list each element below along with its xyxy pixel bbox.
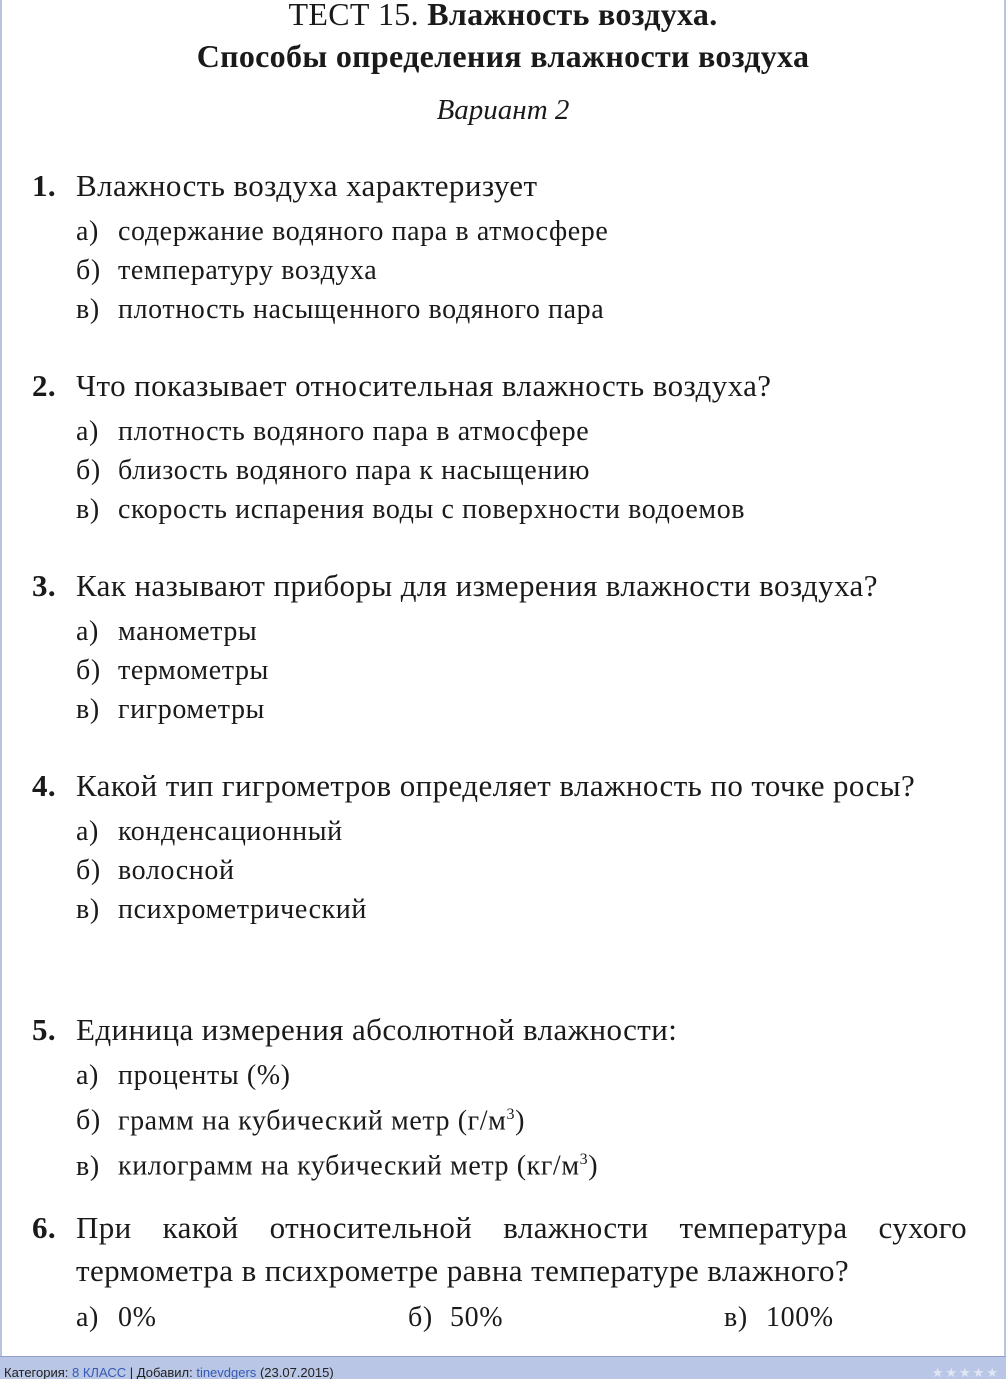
option-text: гигрометры <box>118 694 265 725</box>
question-prompt: Единица измерения абсолютной влажности: <box>76 1012 678 1047</box>
test-title <box>2 0 1004 33</box>
option-letter: в) <box>76 1150 100 1182</box>
variant-label: Вариант 2 <box>436 94 570 126</box>
question-4 <box>32 764 967 929</box>
question-prompt: Что показывает относительная влажность воздуха? <box>76 368 772 403</box>
question-number: 1. <box>32 168 57 203</box>
option-text: 0% <box>118 1302 157 1333</box>
answer-option <box>76 1298 157 1337</box>
option-letter: в) <box>76 494 100 525</box>
option-letter: а) <box>76 1302 99 1333</box>
option-letter: а) <box>76 216 99 247</box>
option-text-close: ) <box>515 1105 526 1137</box>
option-letter: а) <box>76 1060 99 1091</box>
question-number: 6. <box>32 1210 57 1245</box>
option-text: грамм на кубический метр (г/м <box>118 1105 507 1137</box>
option-letter: в) <box>724 1302 748 1333</box>
option-text: психрометрический <box>118 894 367 925</box>
question-text <box>32 1008 967 1051</box>
exponent: 3 <box>506 1106 516 1123</box>
option-letter: в) <box>76 294 100 325</box>
answer-option <box>32 451 967 490</box>
option-letter: б) <box>76 255 101 286</box>
option-text: скорость испарения воды с поверхности водоемов <box>118 494 746 525</box>
option-text: содержание водяного пара в атмосфере <box>118 216 609 247</box>
answer-option <box>408 1298 503 1337</box>
answer-option <box>32 412 967 451</box>
question-number: 3. <box>32 568 57 603</box>
option-text: проценты (%) <box>118 1060 291 1091</box>
question-6 <box>32 1206 967 1337</box>
question-3 <box>32 564 967 729</box>
test-number: ТЕСТ 15. <box>288 0 419 32</box>
option-letter: б) <box>76 455 101 486</box>
option-text: волосной <box>118 855 235 886</box>
answer-option <box>32 1140 967 1185</box>
option-text: температуру воздуха <box>118 255 378 286</box>
option-letter: б) <box>76 655 101 686</box>
option-text: плотность водяного пара в атмосфере <box>118 416 590 447</box>
option-text: килограмм на кубический метр (кг/м <box>118 1150 580 1182</box>
option-text: манометры <box>118 616 258 647</box>
option-text: термометры <box>118 655 269 686</box>
answer-option <box>32 612 967 651</box>
question-prompt: Как называют приборы для измерения влажности воздуха? <box>76 568 878 603</box>
option-letter: а) <box>76 616 99 647</box>
answer-option <box>32 690 967 729</box>
question-2 <box>32 364 967 529</box>
option-text: плотность насыщенного водяного пара <box>118 294 605 325</box>
question-text <box>32 564 967 607</box>
question-text <box>32 164 967 207</box>
answer-option <box>724 1298 834 1337</box>
answer-option <box>32 851 967 890</box>
question-text <box>32 1206 967 1292</box>
option-letter: б) <box>408 1302 433 1333</box>
exponent: 3 <box>579 1151 589 1169</box>
post-date: (23.07.2015) <box>259 1365 334 1379</box>
option-text: конденсационный <box>118 816 343 847</box>
answer-option <box>32 1056 967 1095</box>
answer-option <box>32 290 967 329</box>
option-text: близость водяного пара к насыщению <box>118 455 591 486</box>
question-prompt: Влажность воздуха характеризует <box>76 168 538 203</box>
question-prompt: Какой тип гигрометров определяет влажность по точке росы? <box>76 768 916 803</box>
test-topic: Влажность воздуха. <box>427 0 718 32</box>
question-text <box>32 764 967 807</box>
option-letter: а) <box>76 816 99 847</box>
question-number: 2. <box>32 368 57 403</box>
category-label: Категория: <box>4 1365 69 1379</box>
answer-option <box>32 251 967 290</box>
question-prompt: При какой относительной влажности температура сухого термометра в психрометре равна температуре влажного? <box>76 1210 967 1288</box>
author-link[interactable]: tinevdgers <box>196 1365 257 1379</box>
question-number: 4. <box>32 768 57 803</box>
page-footer <box>0 1356 1006 1379</box>
added-by-label: Добавил: <box>136 1365 193 1379</box>
category-link[interactable]: 8 КЛАСС <box>72 1365 127 1379</box>
option-letter: в) <box>76 894 100 925</box>
answer-option <box>32 212 967 251</box>
answer-option <box>32 490 967 529</box>
option-letter: б) <box>76 855 101 886</box>
option-text: 50% <box>450 1302 504 1333</box>
test-subtitle: Способы определения влажности воздуха <box>196 38 810 74</box>
option-letter: в) <box>76 694 100 725</box>
option-letter: а) <box>76 416 99 447</box>
answer-option <box>32 1095 967 1140</box>
question-5 <box>32 1008 967 1186</box>
answer-option <box>32 651 967 690</box>
answer-option <box>32 890 967 929</box>
option-text-close: ) <box>588 1150 599 1182</box>
question-text <box>32 364 967 407</box>
footer-separator: | <box>129 1365 134 1379</box>
answer-options-row <box>32 1298 967 1337</box>
answer-option <box>32 812 967 851</box>
question-1 <box>32 164 967 329</box>
option-text: 100% <box>766 1302 834 1333</box>
rating-stars-icon[interactable]: ★★★★★ <box>931 1365 1000 1379</box>
option-letter: б) <box>76 1105 101 1137</box>
question-number: 5. <box>32 1012 57 1047</box>
